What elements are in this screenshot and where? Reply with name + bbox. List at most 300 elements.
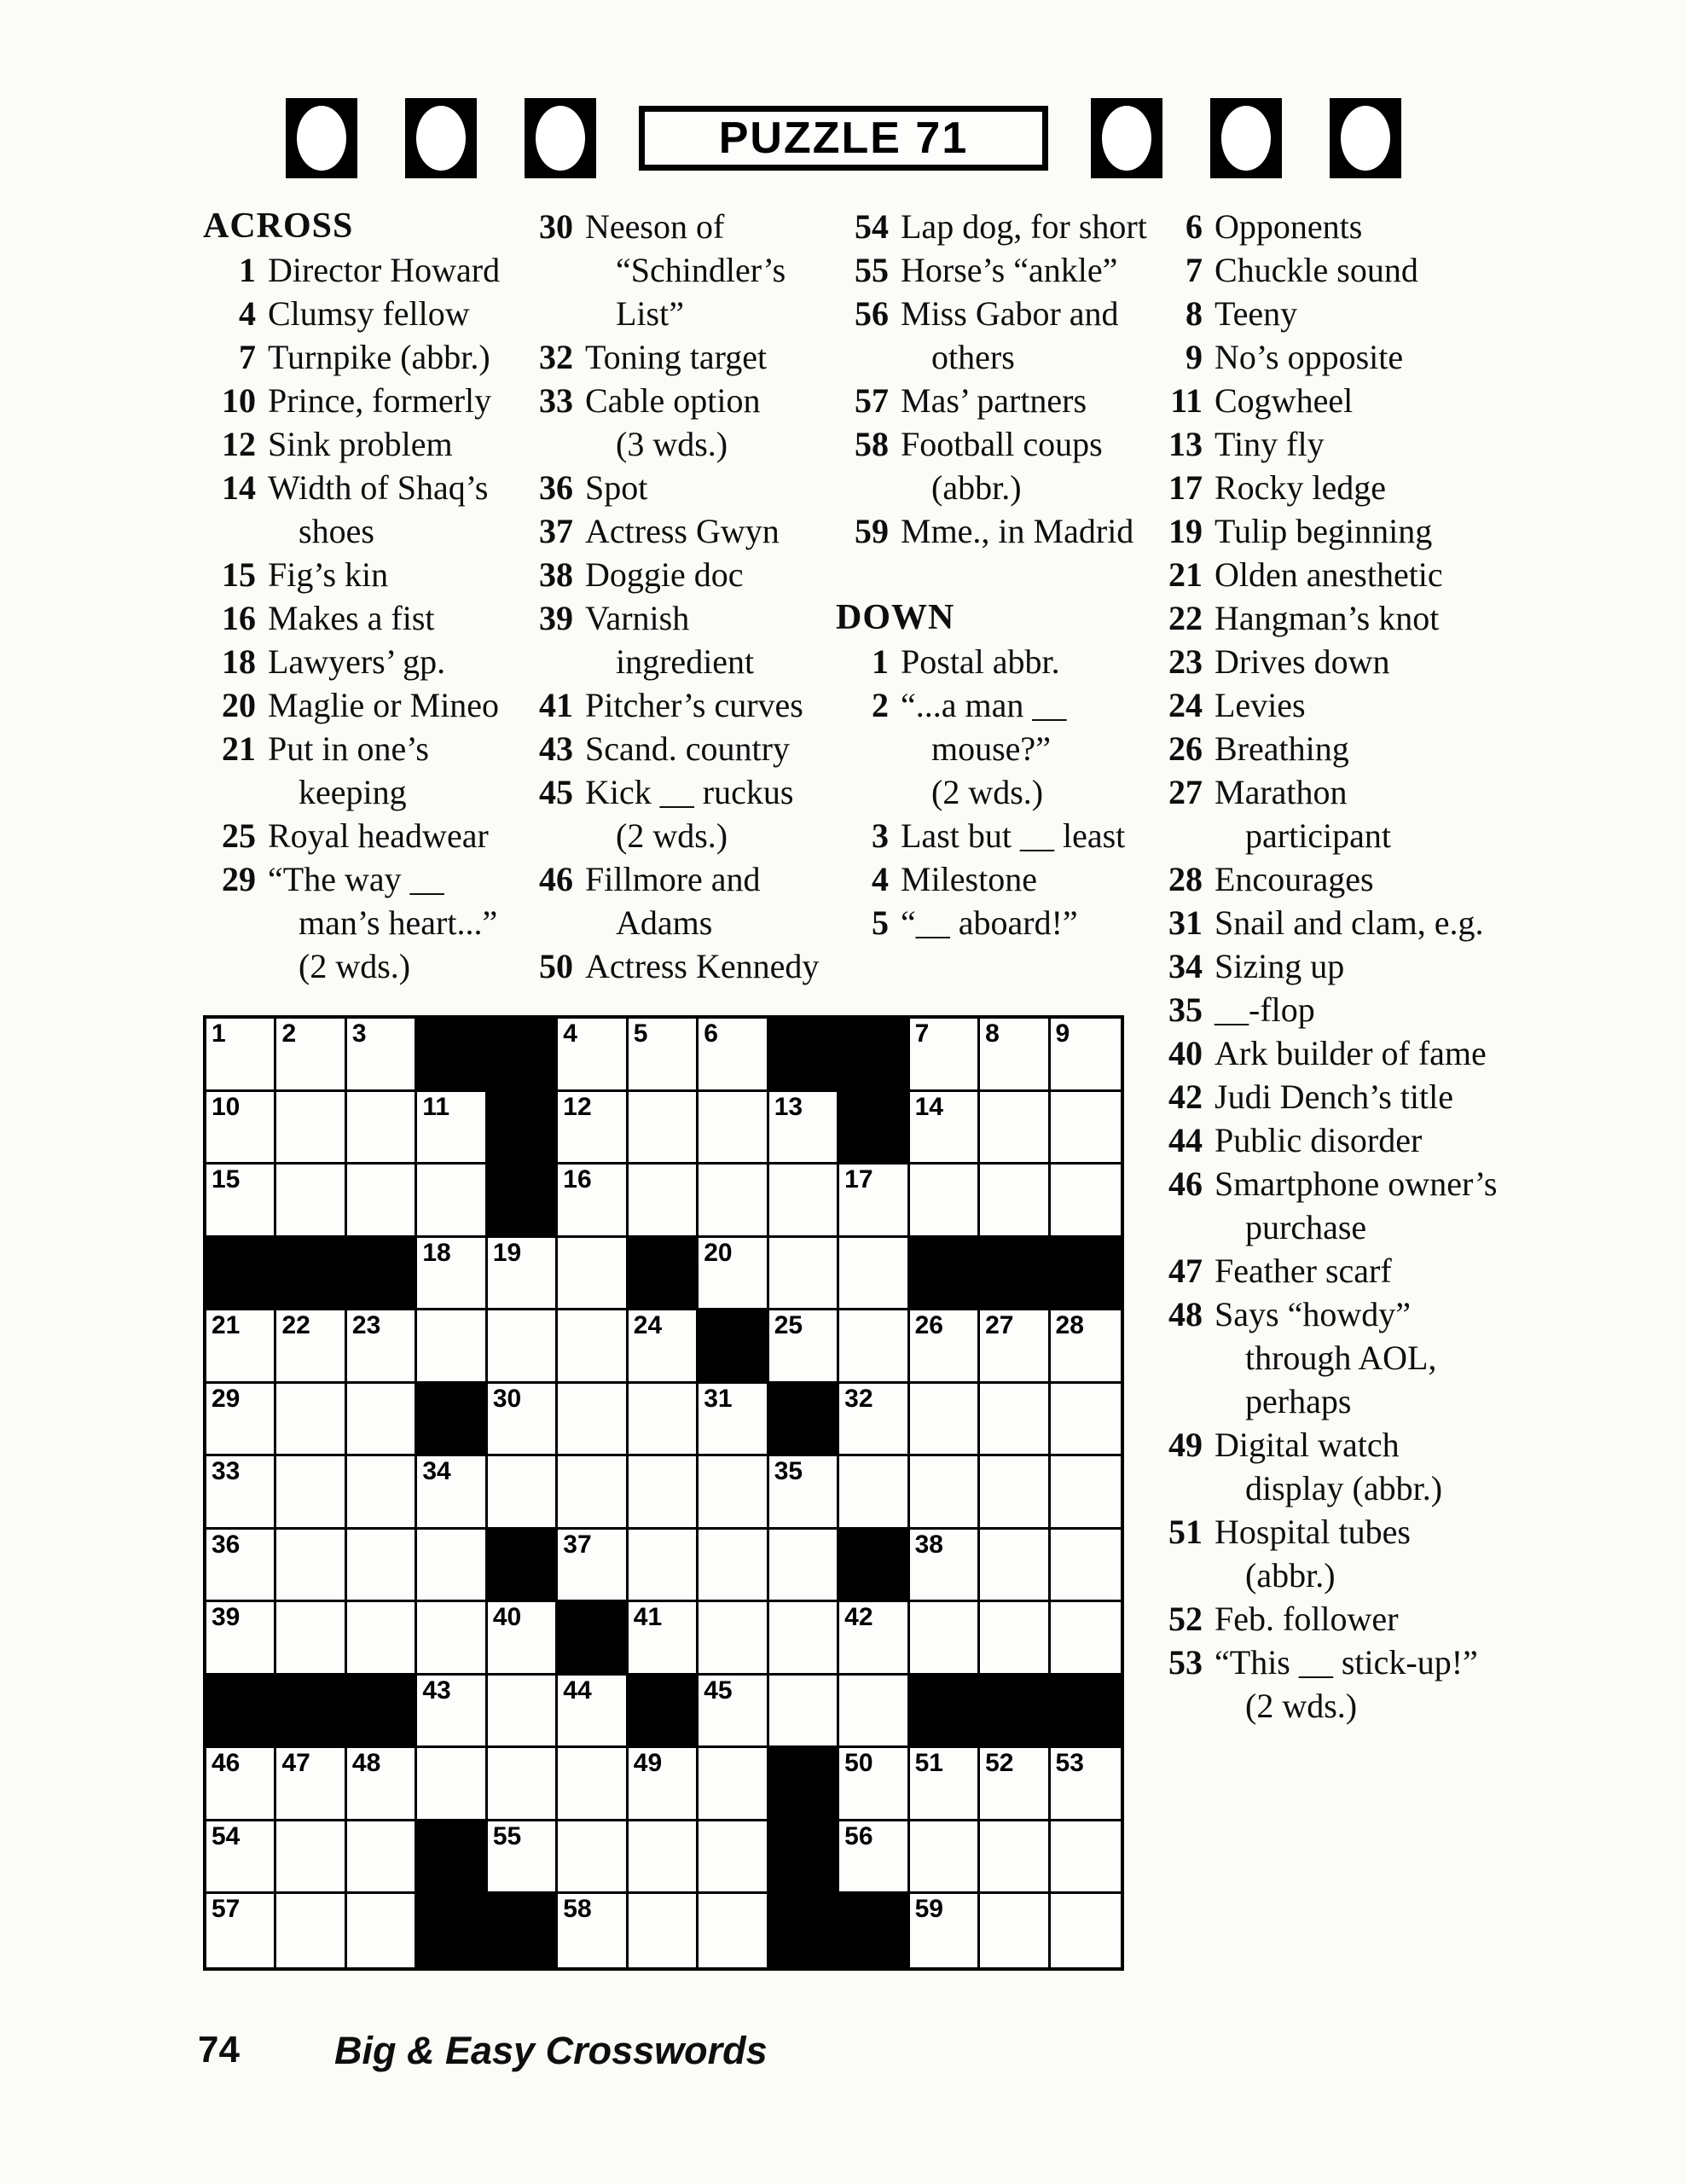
black-square xyxy=(417,1821,487,1895)
grid-cell[interactable] xyxy=(769,1530,839,1603)
grid-cell[interactable] xyxy=(839,1165,909,1238)
clue-number: 1 xyxy=(872,642,889,681)
grid-cell[interactable] xyxy=(276,1821,346,1895)
black-square xyxy=(839,1894,909,1967)
clue-number: 37 xyxy=(539,512,573,550)
grid-cell[interactable] xyxy=(839,1456,909,1530)
clue xyxy=(836,379,1151,422)
black-square xyxy=(417,1019,487,1092)
grid-cell[interactable] xyxy=(347,1456,417,1530)
clue-text: Breathing xyxy=(1215,729,1349,768)
black-square xyxy=(276,1238,346,1311)
grid-cell[interactable] xyxy=(276,1456,346,1530)
clue-number: 5 xyxy=(872,903,889,942)
clue-text: Levies xyxy=(1215,686,1306,724)
grid-cell[interactable] xyxy=(417,1092,487,1165)
clue-text: __-flop xyxy=(1215,990,1315,1029)
grid-cell[interactable] xyxy=(980,1821,1050,1895)
clue-number: 26 xyxy=(1168,729,1203,768)
clue xyxy=(836,640,1151,683)
clue-number: 14 xyxy=(222,468,256,507)
grid-cell[interactable] xyxy=(910,1530,980,1603)
clue-text: Makes a fist xyxy=(268,599,435,637)
clue xyxy=(520,770,836,857)
clue-number: 29 xyxy=(222,860,256,898)
grid-cell[interactable] xyxy=(699,1821,768,1895)
clue xyxy=(203,292,519,335)
clue-text: Kick __ ruckus (2 wds.) xyxy=(585,773,794,855)
grid-cell[interactable] xyxy=(1051,1019,1121,1092)
clue-number: 8 xyxy=(1186,294,1203,333)
grid-cell[interactable] xyxy=(276,1748,346,1821)
clue-text: Hangman’s knot xyxy=(1215,599,1440,637)
grid-cell[interactable] xyxy=(558,1092,628,1165)
grid-cell[interactable] xyxy=(910,1894,980,1967)
cell-number: 10 xyxy=(212,1092,241,1121)
grid-cell[interactable] xyxy=(417,1530,487,1603)
clue xyxy=(1150,466,1498,509)
grid-cell[interactable] xyxy=(347,1019,417,1092)
grid-cell[interactable] xyxy=(417,1602,487,1676)
clue xyxy=(203,335,519,379)
clue xyxy=(836,901,1151,944)
grid-cell[interactable] xyxy=(910,1165,980,1238)
grid-cell[interactable] xyxy=(347,1530,417,1603)
grid-cell[interactable] xyxy=(629,1602,699,1676)
clue-text: Says “howdy” through AOL, perhaps xyxy=(1215,1295,1437,1420)
clue-number: 18 xyxy=(222,642,256,681)
clue xyxy=(520,944,836,988)
book-title: Big & Easy Crosswords xyxy=(334,2029,768,2072)
clue-text: “This __ stick-up!” (2 wds.) xyxy=(1215,1643,1478,1725)
clue-text: Last but __ least xyxy=(901,816,1126,855)
grid-cell[interactable] xyxy=(206,1019,276,1092)
grid-cell[interactable] xyxy=(558,1165,628,1238)
clue-number: 58 xyxy=(855,425,889,463)
clue-text: Mas’ partners xyxy=(901,381,1087,420)
cell-number: 50 xyxy=(844,1749,873,1778)
black-square xyxy=(347,1238,417,1311)
clue xyxy=(203,727,519,814)
clue-text: Scand. country xyxy=(585,729,790,768)
grid-cell[interactable] xyxy=(980,1456,1050,1530)
grid-cell[interactable] xyxy=(1051,1530,1121,1603)
grid-cell[interactable] xyxy=(910,1602,980,1676)
grid-cell[interactable] xyxy=(206,1821,276,1895)
grid-cell[interactable] xyxy=(699,1748,768,1821)
grid-cell[interactable] xyxy=(629,1092,699,1165)
grid-cell[interactable] xyxy=(1051,1456,1121,1530)
grid-cell[interactable] xyxy=(839,1238,909,1311)
grid-cell[interactable] xyxy=(839,1748,909,1821)
page-number: 74 xyxy=(198,2029,240,2071)
cell-number: 19 xyxy=(492,1238,522,1267)
clue xyxy=(520,335,836,379)
grid-cell[interactable] xyxy=(910,1092,980,1165)
clue xyxy=(203,248,519,292)
grid-cell[interactable] xyxy=(488,1456,558,1530)
clue-number: 40 xyxy=(1168,1034,1203,1072)
grid-cell[interactable] xyxy=(558,1530,628,1603)
grid-cell[interactable] xyxy=(558,1748,628,1821)
grid-cell[interactable] xyxy=(276,1165,346,1238)
grid-cell[interactable] xyxy=(699,1894,768,1967)
ornament-square xyxy=(405,98,477,178)
grid-cell[interactable] xyxy=(558,1894,628,1967)
grid-cell[interactable] xyxy=(839,1384,909,1457)
clue xyxy=(520,205,836,335)
grid-cell[interactable] xyxy=(769,1238,839,1311)
grid-cell[interactable] xyxy=(839,1821,909,1895)
clue-number: 33 xyxy=(539,381,573,420)
clue-text: Cogwheel xyxy=(1215,381,1354,420)
grid-cell[interactable] xyxy=(417,1310,487,1384)
grid-cell[interactable] xyxy=(910,1384,980,1457)
black-square xyxy=(488,1092,558,1165)
black-square xyxy=(206,1238,276,1311)
grid-cell[interactable] xyxy=(980,1530,1050,1603)
cell-number: 49 xyxy=(633,1749,663,1778)
clue-text: Digital watch display (abbr.) xyxy=(1215,1426,1443,1507)
grid-cell[interactable] xyxy=(839,1310,909,1384)
grid-cell[interactable] xyxy=(980,1748,1050,1821)
clue-text: Tulip beginning xyxy=(1215,512,1433,550)
clue-text: Feather scarf xyxy=(1215,1252,1392,1290)
clue xyxy=(1150,901,1498,944)
grid-cell[interactable] xyxy=(769,1310,839,1384)
grid-cell[interactable] xyxy=(206,1384,276,1457)
ornament-square xyxy=(1210,98,1282,178)
ornament-square xyxy=(1091,98,1162,178)
grid-cell[interactable] xyxy=(910,1019,980,1092)
black-square xyxy=(769,1748,839,1821)
grid-cell[interactable] xyxy=(980,1310,1050,1384)
clue-text: Fillmore and Adams xyxy=(585,860,761,942)
grid-cell[interactable] xyxy=(1051,1384,1121,1457)
grid-cell[interactable] xyxy=(980,1384,1050,1457)
clue-text: “__ aboard!” xyxy=(901,903,1078,942)
clue-number: 47 xyxy=(1168,1252,1203,1290)
grid-cell[interactable] xyxy=(417,1456,487,1530)
cell-number: 45 xyxy=(704,1676,733,1705)
grid-cell[interactable] xyxy=(1051,1748,1121,1821)
clue xyxy=(1150,683,1498,727)
grid-cell[interactable] xyxy=(488,1238,558,1311)
clue-text: Mme., in Madrid xyxy=(901,512,1134,550)
grid-cell[interactable] xyxy=(910,1748,980,1821)
clue-section-header: ACROSS xyxy=(203,206,354,246)
black-square xyxy=(629,1676,699,1749)
grid-cell[interactable] xyxy=(980,1894,1050,1967)
clue xyxy=(1150,988,1498,1031)
grid-cell[interactable] xyxy=(629,1748,699,1821)
cell-number: 2 xyxy=(281,1019,297,1048)
clue xyxy=(1150,1597,1498,1641)
clue xyxy=(1150,1075,1498,1118)
clue-text: Prince, formerly xyxy=(268,381,492,420)
grid-cell[interactable] xyxy=(1051,1894,1121,1967)
grid-cell[interactable] xyxy=(558,1384,628,1457)
clue-text: Pitcher’s curves xyxy=(585,686,803,724)
clue-text: Width of Shaq’s shoes xyxy=(268,468,489,550)
black-square xyxy=(276,1676,346,1749)
clue-number: 46 xyxy=(1168,1165,1203,1203)
grid-cell[interactable] xyxy=(699,1602,768,1676)
clue-number: 2 xyxy=(872,686,889,724)
cell-number: 40 xyxy=(492,1603,522,1632)
grid-cell[interactable] xyxy=(980,1165,1050,1238)
grid-cell[interactable] xyxy=(629,1456,699,1530)
clue-text: Chuckle sound xyxy=(1215,251,1418,289)
grid-cell[interactable] xyxy=(769,1456,839,1530)
grid-cell[interactable] xyxy=(206,1748,276,1821)
clue-number: 41 xyxy=(539,686,573,724)
grid-cell[interactable] xyxy=(206,1530,276,1603)
clue-number: 48 xyxy=(1168,1295,1203,1333)
cell-number: 59 xyxy=(914,1895,943,1924)
grid-cell[interactable] xyxy=(417,1748,487,1821)
clue-number: 35 xyxy=(1168,990,1203,1029)
cell-number: 8 xyxy=(985,1019,1000,1048)
oval-cutout xyxy=(1102,106,1151,171)
grid-cell[interactable] xyxy=(276,1384,346,1457)
cell-number: 53 xyxy=(1055,1749,1084,1778)
grid-cell[interactable] xyxy=(699,1384,768,1457)
cell-number: 15 xyxy=(212,1165,241,1194)
cell-number: 54 xyxy=(212,1821,241,1850)
cell-number: 36 xyxy=(212,1530,241,1559)
grid-cell[interactable] xyxy=(769,1602,839,1676)
clue-number: 52 xyxy=(1168,1600,1203,1638)
grid-cell[interactable] xyxy=(910,1456,980,1530)
grid-cell[interactable] xyxy=(629,1165,699,1238)
clue-number: 46 xyxy=(539,860,573,898)
grid-cell[interactable] xyxy=(558,1019,628,1092)
clue-number: 45 xyxy=(539,773,573,811)
clue-text: Cable option (3 wds.) xyxy=(585,381,761,463)
clue-number: 4 xyxy=(239,294,256,333)
grid-cell[interactable] xyxy=(699,1456,768,1530)
grid-cell[interactable] xyxy=(206,1165,276,1238)
grid-cell[interactable] xyxy=(558,1821,628,1895)
grid-cell[interactable] xyxy=(206,1602,276,1676)
clue-number: 44 xyxy=(1168,1121,1203,1159)
grid-cell[interactable] xyxy=(206,1310,276,1384)
clue xyxy=(520,683,836,727)
grid-cell[interactable] xyxy=(417,1676,487,1749)
grid-cell[interactable] xyxy=(488,1384,558,1457)
clue-number: 23 xyxy=(1168,642,1203,681)
grid-cell[interactable] xyxy=(699,1092,768,1165)
grid-cell[interactable] xyxy=(558,1238,628,1311)
black-square xyxy=(769,1894,839,1967)
clue-number: 20 xyxy=(222,686,256,724)
grid-cell[interactable] xyxy=(417,1238,487,1311)
clue xyxy=(1150,335,1498,379)
grid-cell[interactable] xyxy=(629,1384,699,1457)
grid-cell[interactable] xyxy=(488,1748,558,1821)
cell-number: 9 xyxy=(1055,1019,1070,1048)
black-square xyxy=(769,1019,839,1092)
cell-number: 52 xyxy=(985,1749,1014,1778)
cell-number: 58 xyxy=(563,1895,592,1924)
black-square xyxy=(769,1821,839,1895)
grid-cell[interactable] xyxy=(206,1894,276,1967)
grid-cell[interactable] xyxy=(910,1310,980,1384)
clue-text: Postal abbr. xyxy=(901,642,1060,681)
grid-cell[interactable] xyxy=(1051,1092,1121,1165)
clue-text: Varnish ingredient xyxy=(585,599,755,681)
grid-cell[interactable] xyxy=(347,1165,417,1238)
black-square xyxy=(1051,1676,1121,1749)
grid-cell[interactable] xyxy=(769,1676,839,1749)
grid-cell[interactable] xyxy=(276,1894,346,1967)
clue-number: 16 xyxy=(222,599,256,637)
grid-cell[interactable] xyxy=(276,1092,346,1165)
clue-column-2 xyxy=(520,205,836,988)
clue-number: 11 xyxy=(1170,381,1203,420)
cell-number: 17 xyxy=(844,1165,873,1194)
cell-number: 6 xyxy=(704,1019,718,1048)
grid-cell[interactable] xyxy=(1051,1602,1121,1676)
cell-number: 24 xyxy=(633,1311,663,1340)
grid-cell[interactable] xyxy=(1051,1821,1121,1895)
grid-cell[interactable] xyxy=(629,1821,699,1895)
clue-text: Turnpike (abbr.) xyxy=(268,338,490,376)
clue xyxy=(1150,1249,1498,1292)
grid-cell[interactable] xyxy=(699,1676,768,1749)
clue-text: Snail and clam, e.g. xyxy=(1215,903,1484,942)
cell-number: 37 xyxy=(563,1530,592,1559)
grid-cell[interactable] xyxy=(347,1821,417,1895)
grid-cell[interactable] xyxy=(488,1676,558,1749)
clue-number: 13 xyxy=(1168,425,1203,463)
clue-number: 34 xyxy=(1168,947,1203,985)
black-square xyxy=(839,1019,909,1092)
clue xyxy=(1150,422,1498,466)
clue-number: 38 xyxy=(539,555,573,594)
grid-cell[interactable] xyxy=(417,1165,487,1238)
clue xyxy=(1150,640,1498,683)
clue-text: Smartphone owner’s purchase xyxy=(1215,1165,1498,1246)
grid-cell[interactable] xyxy=(980,1019,1050,1092)
cell-number: 12 xyxy=(563,1092,592,1121)
clue-number: 49 xyxy=(1168,1426,1203,1464)
grid-cell[interactable] xyxy=(629,1019,699,1092)
grid-cell[interactable] xyxy=(839,1676,909,1749)
clue-text: Fig’s kin xyxy=(268,555,389,594)
grid-cell[interactable] xyxy=(699,1238,768,1311)
clue xyxy=(203,553,519,596)
black-square xyxy=(347,1676,417,1749)
clue-number: 28 xyxy=(1168,860,1203,898)
grid-cell[interactable] xyxy=(488,1821,558,1895)
grid-cell[interactable] xyxy=(699,1530,768,1603)
grid-cell[interactable] xyxy=(558,1310,628,1384)
grid-cell[interactable] xyxy=(347,1748,417,1821)
clue-number: 53 xyxy=(1168,1643,1203,1682)
grid-cell[interactable] xyxy=(206,1456,276,1530)
cell-number: 1 xyxy=(212,1019,226,1048)
clue xyxy=(203,422,519,466)
clue-section-header: DOWN xyxy=(836,598,955,637)
grid-cell[interactable] xyxy=(276,1310,346,1384)
clue-text: Drives down xyxy=(1215,642,1390,681)
clue-text: Olden anesthetic xyxy=(1215,555,1443,594)
clue-text: Football coups (abbr.) xyxy=(901,425,1103,507)
clue-number: 42 xyxy=(1168,1077,1203,1116)
cell-number: 23 xyxy=(351,1311,381,1340)
grid-cell[interactable] xyxy=(769,1092,839,1165)
grid-cell[interactable] xyxy=(276,1019,346,1092)
cell-number: 30 xyxy=(492,1384,522,1413)
black-square xyxy=(488,1894,558,1967)
black-square xyxy=(910,1238,980,1311)
grid-cell[interactable] xyxy=(1051,1310,1121,1384)
black-square xyxy=(769,1384,839,1457)
grid-cell[interactable] xyxy=(839,1602,909,1676)
grid-cell[interactable] xyxy=(980,1092,1050,1165)
clue-number: 21 xyxy=(1168,555,1203,594)
cell-number: 4 xyxy=(563,1019,577,1048)
clue xyxy=(1150,727,1498,770)
clue-number: 32 xyxy=(539,338,573,376)
grid-cell[interactable] xyxy=(347,1602,417,1676)
grid-cell[interactable] xyxy=(488,1310,558,1384)
clue-number: 55 xyxy=(855,251,889,289)
grid-cell[interactable] xyxy=(629,1894,699,1967)
clue-text: Spot xyxy=(585,468,648,507)
grid-cell[interactable] xyxy=(629,1530,699,1603)
grid-cell[interactable] xyxy=(347,1384,417,1457)
clue-number: 27 xyxy=(1168,773,1203,811)
grid-cell[interactable] xyxy=(558,1676,628,1749)
black-square xyxy=(558,1602,628,1676)
clue xyxy=(1150,1292,1498,1423)
cell-number: 44 xyxy=(563,1676,592,1705)
grid-cell[interactable] xyxy=(1051,1165,1121,1238)
cell-number: 20 xyxy=(704,1238,733,1267)
clue xyxy=(1150,292,1498,335)
grid-cell[interactable] xyxy=(347,1092,417,1165)
grid-cell[interactable] xyxy=(699,1165,768,1238)
grid-cell[interactable] xyxy=(980,1602,1050,1676)
clue xyxy=(520,596,836,683)
grid-cell[interactable] xyxy=(206,1092,276,1165)
clue-text: Feb. follower xyxy=(1215,1600,1399,1638)
clue xyxy=(1150,205,1498,248)
grid-cell[interactable] xyxy=(558,1456,628,1530)
cell-number: 31 xyxy=(704,1384,733,1413)
black-square xyxy=(910,1676,980,1749)
black-square xyxy=(839,1530,909,1603)
clue-number: 54 xyxy=(855,207,889,246)
clue-text: Sink problem xyxy=(268,425,453,463)
grid-cell[interactable] xyxy=(347,1310,417,1384)
grid-cell[interactable] xyxy=(276,1602,346,1676)
grid-cell[interactable] xyxy=(629,1310,699,1384)
black-square xyxy=(1051,1238,1121,1311)
grid-cell[interactable] xyxy=(769,1165,839,1238)
cell-number: 56 xyxy=(844,1821,873,1850)
grid-cell[interactable] xyxy=(276,1530,346,1603)
grid-cell[interactable] xyxy=(910,1821,980,1895)
cell-number: 48 xyxy=(351,1749,381,1778)
puzzle-header xyxy=(0,96,1687,181)
grid-cell[interactable] xyxy=(347,1894,417,1967)
grid-cell[interactable] xyxy=(699,1019,768,1092)
grid-cell[interactable] xyxy=(488,1602,558,1676)
